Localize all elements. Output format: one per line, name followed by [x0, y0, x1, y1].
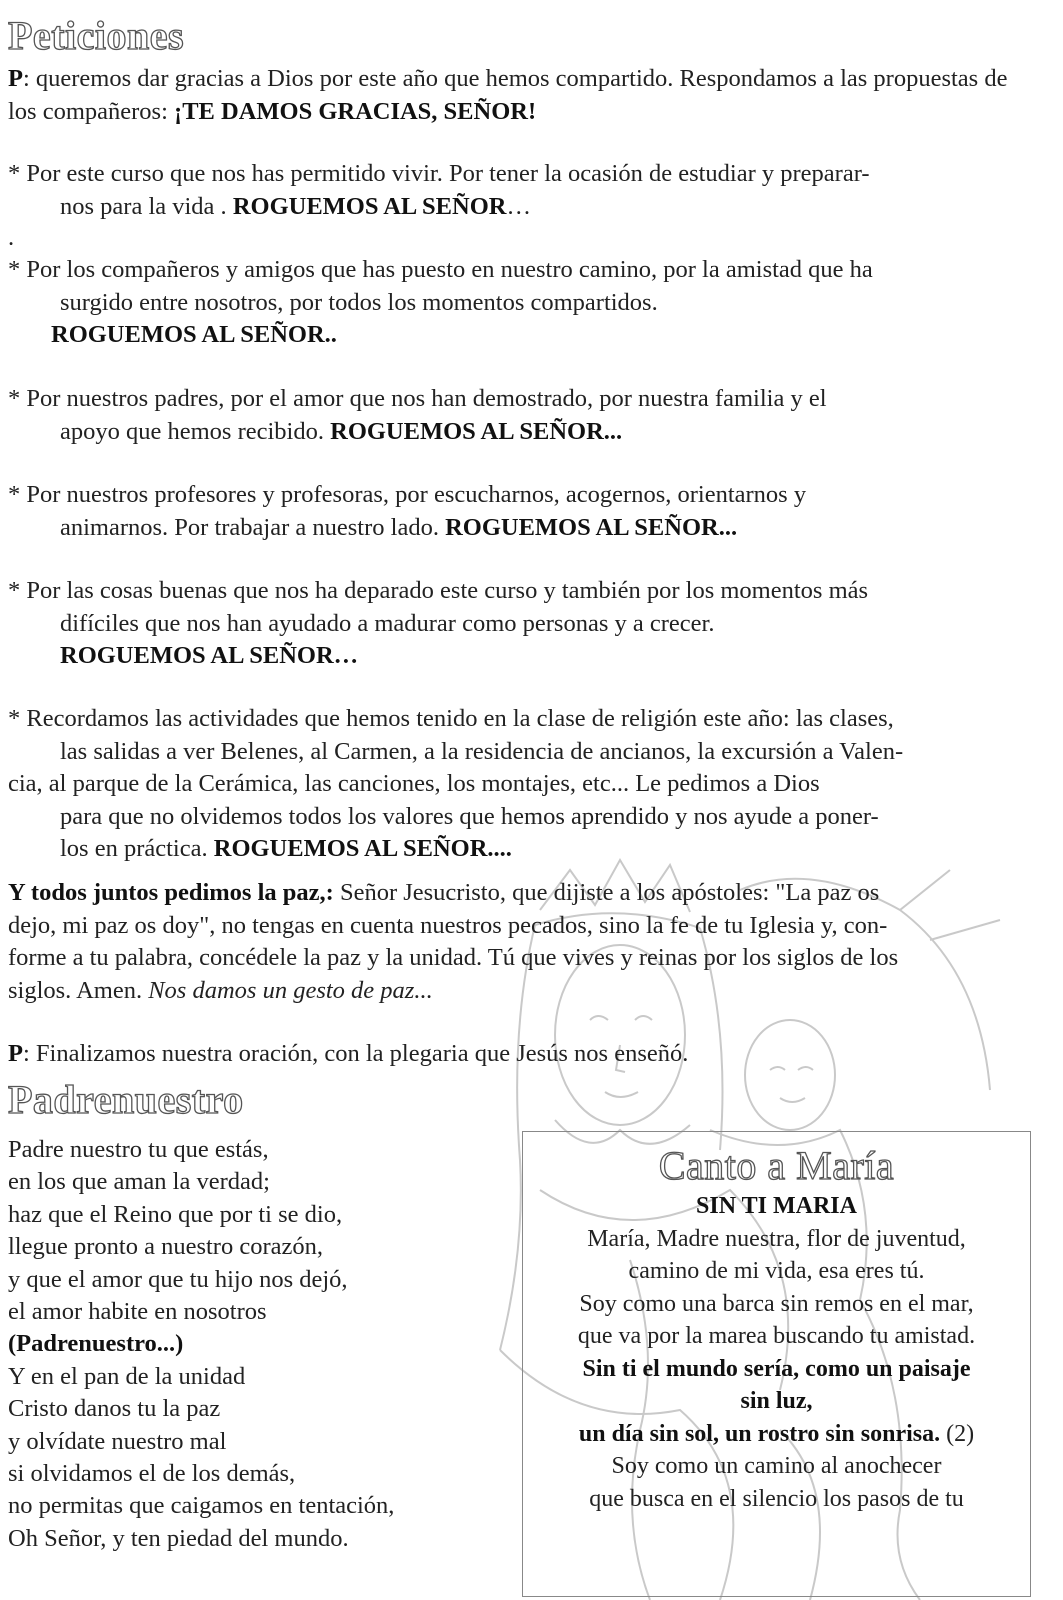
- petition-item: [8, 703, 1023, 866]
- petition-line: difíciles que nos han ayudado a madurar como personas y a crecer.: [60, 609, 715, 637]
- song-chorus-line: Sin ti el mundo sería, como un paisaje: [582, 1355, 971, 1382]
- prayer-line: Cristo danos tu la paz: [8, 1395, 221, 1423]
- song-text: [523, 1190, 1030, 1515]
- petition-line: * Por este curso que nos has permitido vivir. Por tener la ocasión de estudiar y preparar-: [8, 160, 870, 187]
- canto-box: [522, 1131, 1031, 1597]
- petition-line: * Por nuestros profesores y profesoras, por escucharnos, acogernos, orientarnos y: [8, 481, 807, 508]
- petition-response: ROGUEMOS AL SEÑOR: [232, 192, 507, 220]
- song-line: que busca en el silencio los pasos de tu: [589, 1485, 964, 1512]
- petition-item: [8, 254, 1023, 352]
- song-line: María, Madre nuestra, flor de juventud,: [587, 1225, 966, 1252]
- speaker-label: P: [8, 1040, 23, 1067]
- song-chorus-line: un día sin sol, un rostro sin sonrisa. (2): [578, 1420, 975, 1447]
- song-line: Soy como una barca sin remos en el mar,: [579, 1290, 974, 1317]
- prayer-line: si olvidamos el de los demás,: [8, 1460, 296, 1488]
- prayer-line: llegue pronto a nuestro corazón,: [8, 1233, 323, 1261]
- petition-line: * Por los compañeros y amigos que has puesto en nuestro camino, por la amistad que ha: [8, 256, 873, 283]
- petition-item: [8, 158, 1023, 223]
- separator-dot: .: [8, 224, 15, 251]
- paz-line: dejo, mi paz os doy", no tengas en cuenta nuestros pecados, sino la fe de tu Iglesia y, con-: [8, 911, 888, 939]
- song-chorus-line: sin luz,: [740, 1388, 813, 1414]
- paz-line: forme a tu palabra, concédele la paz y la unidad. Tú que vives y reinas por los siglos de los: [8, 944, 899, 971]
- petition-line: * Por nuestros padres, por el amor que nos han demostrado, por nuestra familia y el: [8, 385, 827, 412]
- petition-line: surgido entre nosotros, por todos los momentos compartidos.: [60, 288, 658, 316]
- padrenuestro-title: Padrenuestro: [8, 1077, 244, 1122]
- prayer-refrain: (Padrenuestro...): [8, 1330, 184, 1358]
- petition-line: cia, al parque de la Cerámica, las canciones, los montajes, etc... Le pedimos a Dios: [8, 770, 820, 797]
- petition-item: [8, 479, 1023, 544]
- song-line: Soy como un camino al anochecer: [611, 1453, 942, 1479]
- prayer-line: Padre nuestro tu que estás,: [8, 1136, 269, 1163]
- peticiones-title: Peticiones: [8, 13, 185, 58]
- intro-response: ¡TE DAMOS GRACIAS, SEÑOR!: [174, 97, 537, 125]
- prayer-line: y olvídate nuestro mal: [8, 1427, 227, 1455]
- prayer-line: Oh Señor, y ten piedad del mundo.: [8, 1524, 349, 1552]
- paz-gesture: Nos damos un gesto de paz...: [148, 976, 433, 1004]
- repeat-marker: (2): [940, 1420, 975, 1447]
- padrenuestro-text: [8, 1134, 508, 1555]
- canto-title: Canto a María: [658, 1143, 895, 1188]
- prayer-line: en los que aman la verdad;: [8, 1168, 270, 1196]
- prayer-line: no permitas que caigamos en tentación,: [8, 1492, 395, 1520]
- petition-line: los en práctica. ROGUEMOS AL SEÑOR....: [60, 835, 512, 862]
- petition-response: ROGUEMOS AL SEÑOR..: [51, 321, 337, 348]
- closing-text: : Finalizamos nuestra oración, con la plegaria que Jesús nos enseñó.: [22, 1040, 689, 1067]
- paz-paragraph: [8, 877, 1023, 1007]
- petition-response: ROGUEMOS AL SEÑOR...: [330, 417, 623, 445]
- petition-response: ROGUEMOS AL SEÑOR…: [60, 642, 359, 669]
- petition-line: nos para la vida . ROGUEMOS AL SEÑOR…: [60, 192, 531, 220]
- prayer-line: y que el amor que tu hijo nos dejó,: [8, 1265, 348, 1293]
- song-title: SIN TI MARIA: [696, 1193, 857, 1219]
- prayer-line: Y en el pan de la unidad: [8, 1362, 246, 1390]
- petition-response: ROGUEMOS AL SEÑOR...: [445, 513, 738, 541]
- petition-line: * Recordamos las actividades que hemos tenido en la clase de religión este año: las clases,: [8, 705, 894, 732]
- petition-response: ROGUEMOS AL SEÑOR....: [213, 835, 512, 862]
- prayer-line: haz que el Reino que por ti se dio,: [8, 1200, 343, 1228]
- petition-item: [8, 575, 1023, 673]
- speaker-label: P: [8, 65, 23, 92]
- petition-line: * Por las cosas buenas que nos ha deparado este curso y también por los momentos más: [8, 577, 869, 604]
- paz-line: siglos. Amen.: [8, 976, 149, 1004]
- petition-line: para que no olvidemos todos los valores que hemos aprendido y nos ayude a poner-: [60, 802, 879, 830]
- paz-line: Señor Jesucristo, que dijiste a los apóstoles: "La paz os: [333, 879, 880, 906]
- song-line: camino de mi vida, esa eres tú.: [628, 1258, 925, 1284]
- petition-line: animarnos. Por trabajar a nuestro lado. ROGUEMOS AL SEÑOR...: [60, 513, 738, 541]
- petition-line: apoyo que hemos recibido. ROGUEMOS AL SEÑOR...: [60, 417, 623, 445]
- intro-paragraph: [8, 63, 1023, 128]
- closing-paragraph: [8, 1038, 1023, 1071]
- song-line: que va por la marea buscando tu amistad.: [577, 1323, 976, 1349]
- petition-item: [8, 383, 1023, 448]
- intro-text: : queremos dar gracias a Dios por este año que hemos compartido. Respondamos a las propuestas de los compañeros:: [8, 65, 1008, 125]
- petition-line: las salidas a ver Belenes, al Carmen, a la residencia de ancianos, la excursión a Valen-: [60, 737, 904, 765]
- prayer-line: el amor habite en nosotros: [8, 1298, 267, 1326]
- paz-lead: Y todos juntos pedimos la paz,:: [8, 879, 334, 906]
